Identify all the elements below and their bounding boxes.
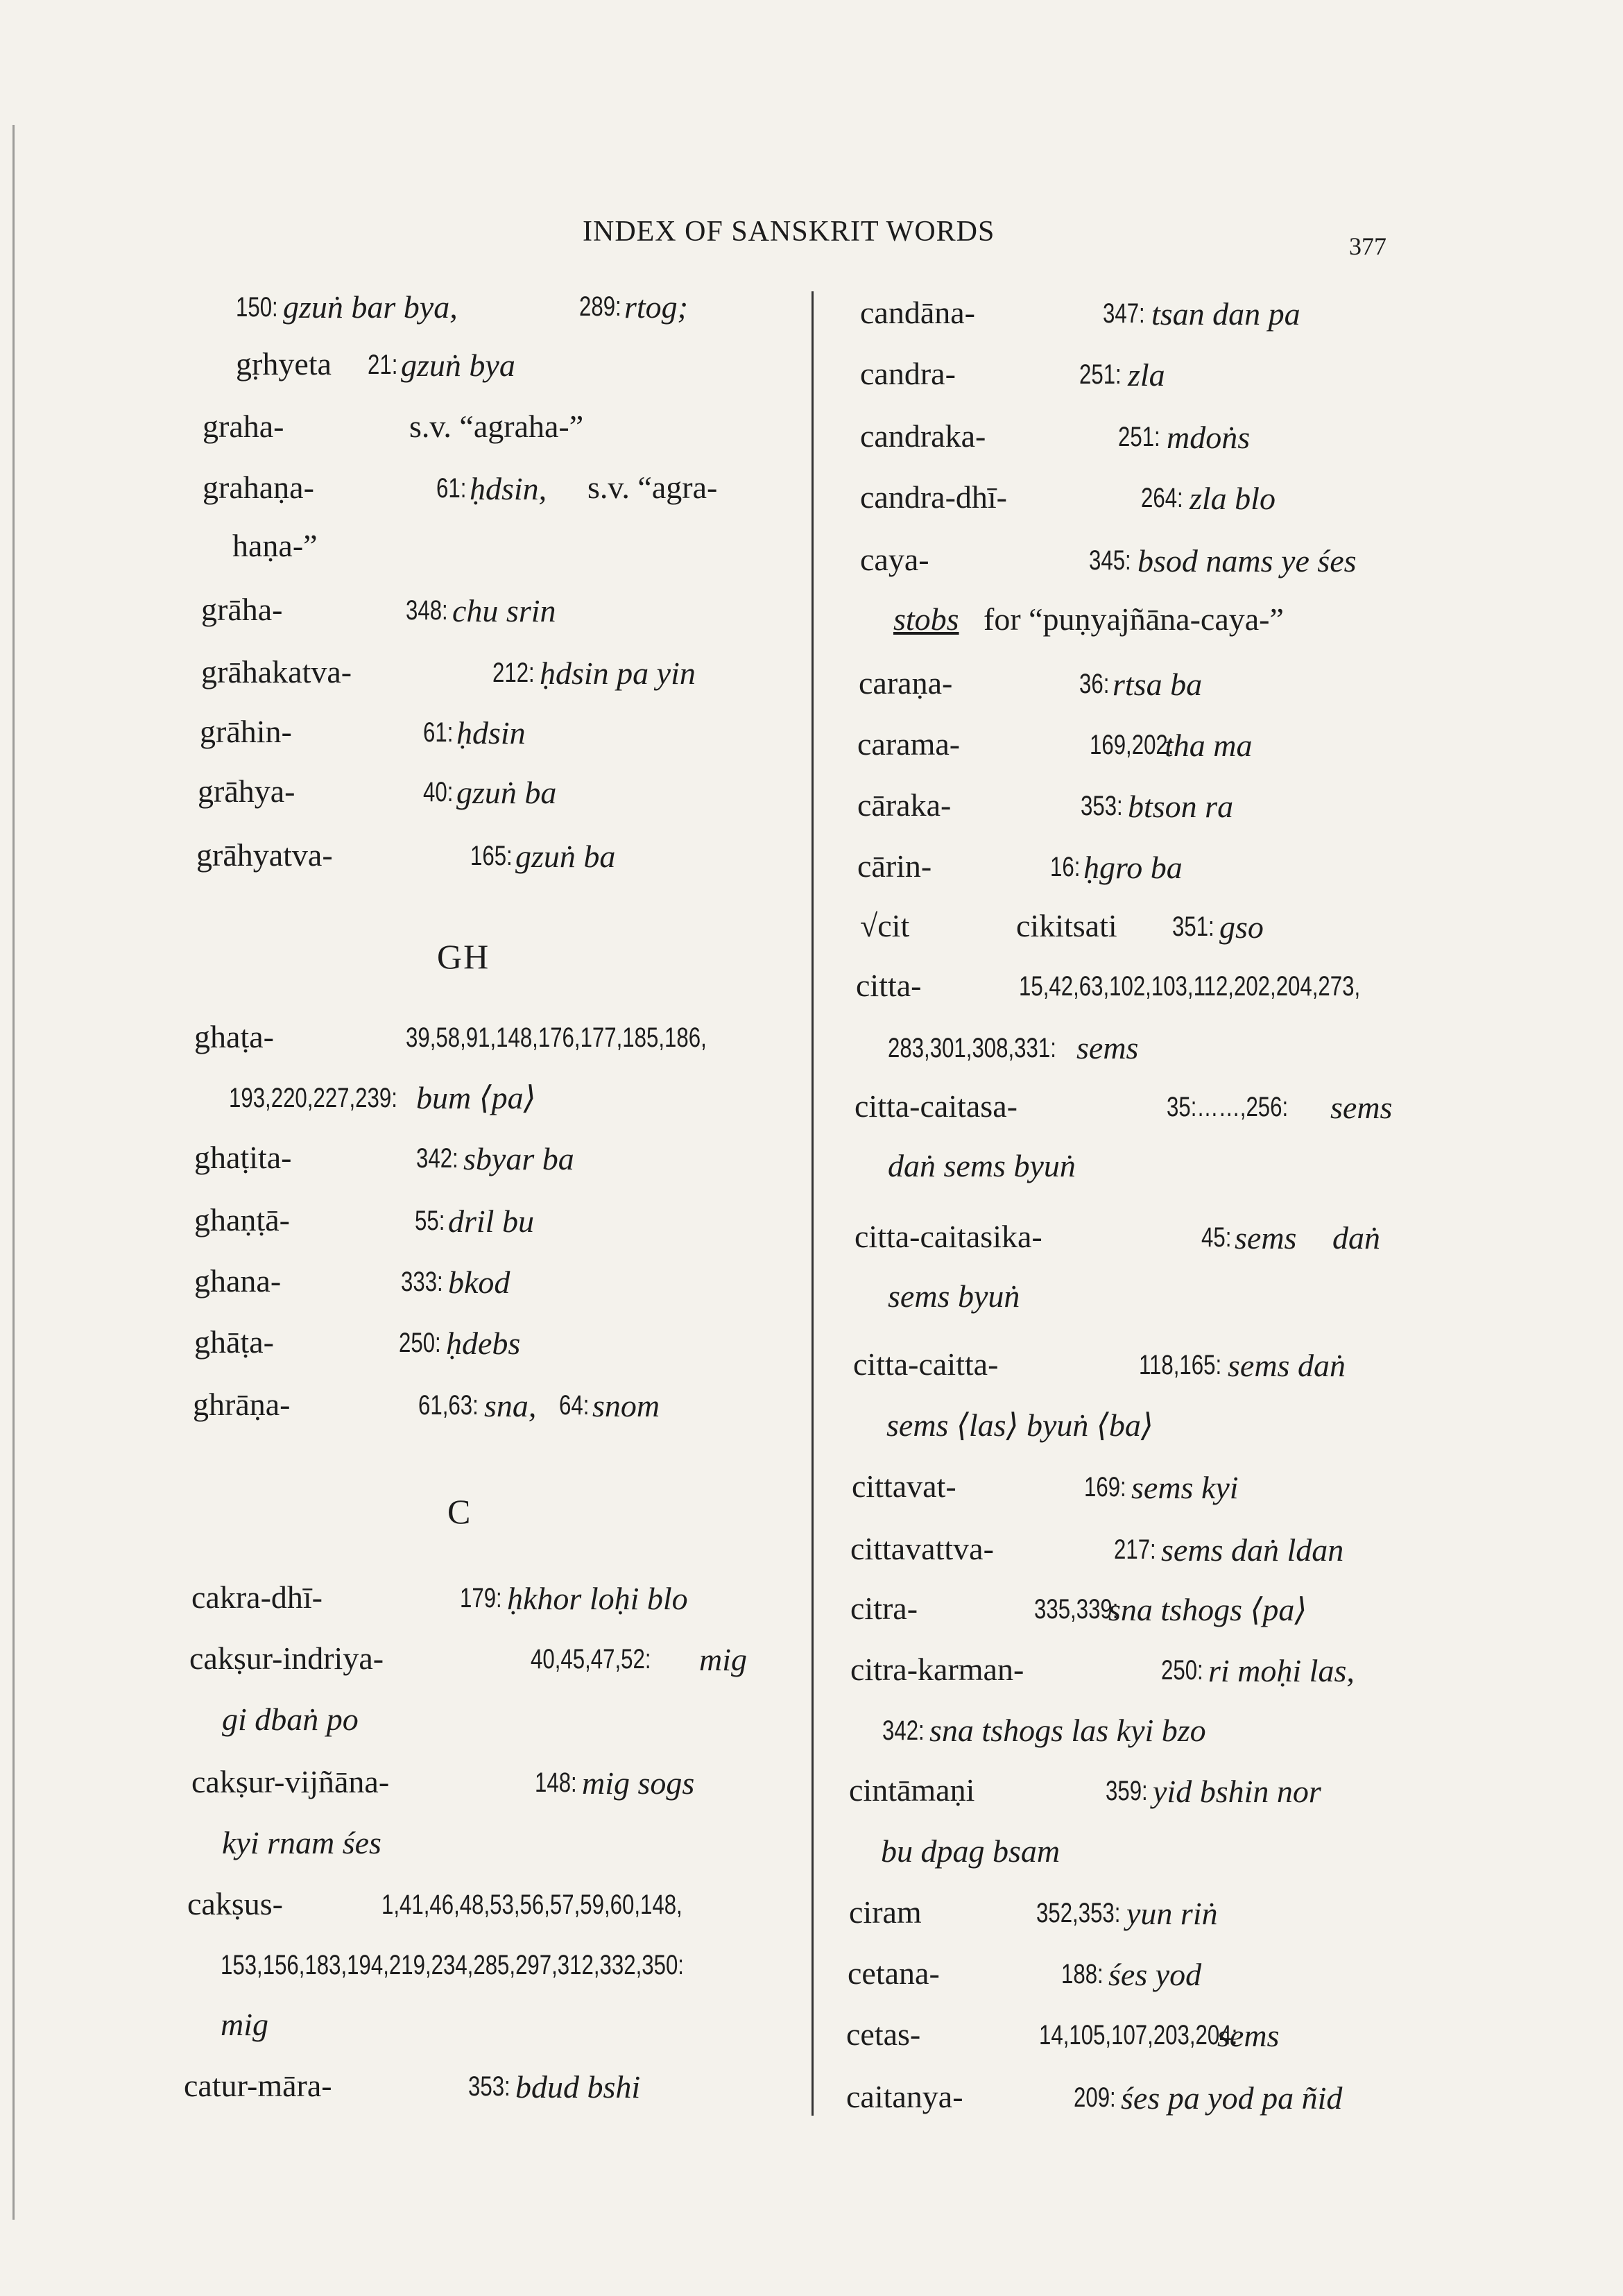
entry-tibetan: sbyar ba [463, 1141, 574, 1176]
entry-headword: grāhakatva- [201, 654, 352, 689]
entry-headword: grāhya- [198, 773, 295, 809]
entry-note: haṇa-” [232, 528, 318, 563]
entry-tibetan: bsod nams ye śes [1137, 543, 1357, 579]
entry-headword: carama- [857, 726, 961, 762]
entry-headword: caya- [860, 542, 929, 577]
entry-tibetan: sems ⟨las⟩ byuṅ ⟨ba⟩ [886, 1407, 1153, 1443]
entry-ref: 153,156,183,194,219,234,285,297,312,332,350: [221, 1950, 684, 1980]
right-entry-2 [860, 356, 1165, 393]
entry-ref: 118,165: [1139, 1350, 1222, 1380]
entry-tibetan: bum ⟨pa⟩ [416, 1080, 536, 1115]
entry-tibetan: gzuṅ bar bya, [283, 289, 458, 325]
entry-tibetan: sems kyi [1131, 1470, 1239, 1505]
right-entry-3 [860, 418, 1251, 455]
entry-tibetan: śes yod [1108, 1957, 1202, 1992]
right-entry-13 [888, 1030, 1139, 1065]
left-entry-10 [196, 837, 616, 874]
entry-tibetan: gzuṅ ba [456, 775, 557, 810]
right-entry-14 [855, 1088, 1393, 1125]
entry-tibetan: yun riṅ [1126, 1896, 1218, 1931]
page-number: 377 [1349, 232, 1386, 260]
entry-ref: 39,58,91,148,176,177,185,186, [406, 1022, 707, 1053]
entry-ref: 40: [423, 777, 454, 807]
entry-headword: cetana- [848, 1955, 940, 1991]
entry-ref: 251: [1079, 359, 1122, 390]
left-entry-16 [194, 1324, 521, 1361]
entry-headword: ghaṭita- [194, 1140, 292, 1175]
right-entry-18 [853, 1346, 1346, 1383]
entry-headword: citra- [850, 1591, 918, 1626]
entry-tibetan: ḥdsin [456, 715, 526, 751]
entry-headword: cakṣur-indriya- [189, 1640, 384, 1676]
entry-headword: graha- [203, 409, 284, 444]
entry-tibetan: btson ra [1128, 789, 1234, 824]
right-entry-10 [857, 848, 1183, 885]
entry-note: s.v. “agraha-” [409, 409, 584, 444]
entry-tibetan: sems daṅ ldan [1161, 1532, 1344, 1568]
entry-ref: 1,41,46,48,53,56,57,59,60,148, [381, 1890, 682, 1920]
entry-ref: 209: [1074, 2082, 1116, 2113]
entry-headword: √cit [860, 908, 910, 943]
scan-edge-line [12, 125, 15, 2220]
entry-tibetan: tsan dan pa [1151, 296, 1300, 332]
entry-tibetan: rtog; [624, 289, 688, 325]
entry-tibetan: gso [1219, 909, 1264, 945]
entry-headword: cittavat- [852, 1468, 956, 1504]
right-entry-30 [846, 2079, 1343, 2116]
entry-ref: 289: [579, 291, 621, 322]
entry-tibetan: bdud bshi [515, 2069, 641, 2105]
entry-tibetan: sna tshogs las kyi bzo [929, 1713, 1206, 1748]
left-entry-24 [221, 1948, 814, 1980]
entry-headword: citta- [856, 968, 922, 1003]
right-entry-12 [856, 968, 1361, 1003]
entry-tibetan: sna, [484, 1388, 537, 1423]
right-entry-27 [849, 1894, 1218, 1931]
entry-ref: 179: [460, 1583, 502, 1613]
entry-tibetan: ri moḥi las, [1208, 1653, 1355, 1688]
entry-tibetan: sna tshogs ⟨pa⟩ [1108, 1592, 1307, 1627]
entry-headword: catur-māra- [184, 2068, 332, 2103]
entry-ref: 352,353: [1036, 1898, 1121, 1928]
left-entry-17 [193, 1387, 660, 1423]
entry-headword: candra-dhī- [860, 479, 1007, 515]
entry-headword: cakṣur-vijñāna- [191, 1764, 390, 1799]
entry-ref: 335,339: [1034, 1594, 1119, 1625]
entry-tibetan: zla blo [1190, 481, 1276, 516]
entry-ref: 342: [882, 1715, 925, 1746]
right-entry-11 [860, 908, 1264, 945]
entry-ref: 14,105,107,203,204: [1039, 2020, 1238, 2050]
entry-ref: 35:……,256: [1167, 1092, 1289, 1122]
entry-tibetan: sems daṅ [1235, 1220, 1380, 1256]
left-entry-3 [203, 409, 584, 444]
left-entry-2 [236, 346, 515, 383]
entry-ref: 359: [1106, 1776, 1148, 1806]
entry-ref: 217: [1114, 1534, 1156, 1565]
right-entry-9 [857, 787, 1234, 824]
left-entry-1 [236, 289, 688, 325]
entry-headword: candra- [860, 356, 956, 391]
right-entry-20 [852, 1468, 1239, 1505]
entry-ref: 345: [1089, 545, 1131, 576]
entry-note: cikitsati [1016, 908, 1117, 943]
entry-headword: ghaṭa- [194, 1019, 274, 1054]
entry-tibetan: rtsa ba [1113, 667, 1203, 702]
right-entry-24 [882, 1713, 1206, 1748]
entry-ref: 353: [468, 2071, 510, 2102]
right-entry-5 [860, 542, 1357, 579]
entry-tibetan: ḥkhor loḥi blo [507, 1581, 688, 1616]
entry-headword: cakṣus- [187, 1886, 283, 1921]
right-entry-1 [860, 295, 1300, 332]
entry-tibetan: sems byuṅ [888, 1278, 1020, 1314]
entry-tibetan: gzuṅ ba [515, 839, 616, 874]
entry-note: for “puṇyajñāna-caya-” [984, 601, 1284, 637]
entry-headword: cāraka- [857, 787, 952, 823]
left-entry-21 [191, 1764, 695, 1801]
entry-tibetan: ḥdebs [446, 1326, 521, 1361]
left-entry-11 [194, 1019, 707, 1054]
entry-ref: 212: [492, 658, 535, 688]
entry-tibetan: zla [1128, 357, 1165, 393]
entry-headword: cintāmaṇi [849, 1772, 975, 1808]
left-entry-12 [229, 1080, 536, 1115]
entry-headword: cetas- [846, 2016, 921, 2052]
entry-headword: citta-caitasika- [855, 1219, 1042, 1254]
entry-headword: cittavattva- [850, 1531, 994, 1566]
page-header: INDEX OF SANSKRIT WORDS [583, 216, 995, 248]
entry-tibetan: sems [1330, 1090, 1393, 1125]
left-entry-19 [189, 1640, 747, 1677]
entry-tibetan: bkod [448, 1265, 510, 1300]
entry-ref: 169,202: [1090, 730, 1174, 760]
entry-headword: grāha- [201, 592, 283, 627]
entry-tibetan: mig [699, 1642, 747, 1677]
left-entry-5 [232, 530, 318, 562]
entry-headword: ghāṭa- [194, 1324, 274, 1360]
entry-ref: 251: [1118, 422, 1160, 452]
entry-tibetan: daṅ sems byuṅ [888, 1148, 1076, 1183]
entry-ref: 169: [1084, 1472, 1126, 1502]
entry-note: s.v. “agra- [587, 470, 718, 505]
entry-headword: ghana- [194, 1263, 282, 1299]
right-entry-29 [846, 2016, 1280, 2053]
entry-tibetan: yid bshin nor [1153, 1774, 1321, 1809]
entry-headword: candraka- [860, 418, 986, 454]
entry-ref: 351: [1172, 911, 1214, 942]
entry-headword: grāhin- [200, 714, 292, 749]
entry-ref: 61,63: [418, 1390, 479, 1421]
entry-tibetan: mig sogs [582, 1765, 695, 1801]
entry-ref: 333: [401, 1267, 443, 1297]
left-entry-23 [187, 1886, 682, 1921]
entry-ref: 64: [559, 1390, 590, 1421]
right-entry-17 [888, 1280, 1020, 1312]
right-entry-21 [850, 1531, 1344, 1568]
entry-ref: 283,301,308,331: [888, 1033, 1056, 1063]
entry-tibetan: sems daṅ [1228, 1348, 1346, 1383]
left-entry-26 [184, 2068, 641, 2105]
right-entry-15 [888, 1150, 1076, 1182]
entry-ref: 15,42,63,102,103,112,202,204,273, [1019, 971, 1361, 1002]
entry-headword: gṛhyeta [236, 346, 332, 382]
entry-ref: 264: [1141, 483, 1183, 513]
left-entry-20 [222, 1704, 359, 1736]
entry-tibetan: ḥdsin pa yin [540, 656, 696, 691]
right-entry-16 [855, 1219, 1380, 1256]
entry-tibetan: sems [1217, 2018, 1280, 2053]
section-heading-gh: GH [437, 937, 490, 976]
right-entry-8 [857, 726, 1253, 763]
entry-ref: 45: [1201, 1222, 1232, 1253]
entry-ref: 165: [470, 841, 513, 871]
entry-headword: grāhyatva- [196, 837, 333, 873]
entry-ref: 193,220,227,239: [229, 1083, 397, 1113]
entry-headword: citta-caitta- [853, 1346, 999, 1382]
entry-ref: 40,45,47,52: [531, 1644, 651, 1674]
entry-headword: grahaṇa- [203, 470, 314, 505]
entry-headword: caraṇa- [859, 665, 953, 701]
right-entry-28 [848, 1955, 1202, 1992]
left-entry-13 [194, 1140, 574, 1176]
entry-headword: caitanya- [846, 2079, 963, 2114]
entry-headword: citta-caitasa- [855, 1088, 1017, 1124]
entry-tibetan: chu srin [452, 593, 556, 628]
entry-ref: 36: [1079, 669, 1110, 699]
entry-tibetan: gzuṅ bya [401, 348, 515, 383]
left-entry-4 [203, 470, 718, 506]
entry-ref: 347: [1103, 298, 1145, 329]
entry-tibetan: ḥgro ba [1083, 850, 1183, 885]
entry-ref: 148: [535, 1767, 577, 1798]
right-entry-19 [886, 1407, 1153, 1443]
entry-headword: citra-karman- [850, 1652, 1024, 1687]
entry-headword: cārin- [857, 848, 932, 884]
entry-ref: 150: [236, 292, 278, 323]
entry-tibetan: snom [592, 1388, 660, 1423]
entry-ref: 348: [406, 595, 448, 626]
left-entry-7 [201, 654, 696, 691]
entry-tibetan: bu dpag bsam [881, 1833, 1060, 1869]
right-entry-23 [850, 1652, 1355, 1688]
entry-tibetan: mdoṅs [1167, 420, 1251, 455]
entry-ref: 55: [415, 1206, 445, 1236]
entry-ref: 61: [436, 473, 467, 504]
entry-tibetan: sems [1076, 1030, 1139, 1065]
entry-ref: 188: [1061, 1959, 1104, 1989]
left-entry-6 [201, 592, 556, 628]
right-entry-26 [881, 1835, 1060, 1867]
entry-headword: cakra-dhī- [191, 1579, 323, 1615]
left-entry-25 [221, 2009, 268, 2041]
column-divider [812, 291, 814, 2116]
entry-tibetan: dril bu [448, 1203, 534, 1239]
entry-headword: ghrāṇa- [193, 1387, 291, 1422]
left-entry-8 [200, 714, 526, 751]
right-entry-25 [849, 1772, 1321, 1809]
entry-ref: 250: [399, 1328, 441, 1358]
entry-headword: ghaṇṭā- [194, 1202, 290, 1237]
left-entry-14 [194, 1202, 534, 1239]
entry-headword: ciram [849, 1894, 922, 1930]
left-entry-22 [222, 1827, 381, 1859]
entry-ref: 16: [1050, 852, 1081, 882]
entry-ref: 61: [423, 717, 454, 748]
entry-tibetan: tha ma [1165, 728, 1253, 763]
entry-ref: 353: [1081, 791, 1123, 821]
entry-tibetan: ḥdsin, [470, 471, 547, 506]
right-entry-6 [893, 601, 1284, 637]
entry-ref: 250: [1161, 1655, 1203, 1686]
section-heading-c: C [447, 1492, 472, 1531]
right-entry-4 [860, 479, 1276, 516]
left-entry-9 [198, 773, 557, 810]
entry-tibetan: stobs [893, 601, 959, 637]
entry-tibetan: mig [221, 2007, 268, 2042]
right-entry-22 [850, 1591, 1307, 1627]
entry-ref: 342: [416, 1143, 458, 1174]
entry-tibetan: gi dbaṅ po [222, 1702, 359, 1737]
entry-tibetan: śes pa yod pa ñid [1121, 2080, 1343, 2116]
entry-tibetan: kyi rnam śes [222, 1825, 381, 1860]
left-entry-18 [191, 1579, 688, 1616]
left-entry-15 [194, 1263, 510, 1300]
entry-headword: candāna- [860, 295, 975, 330]
right-entry-7 [859, 665, 1203, 702]
entry-ref: 21: [368, 350, 398, 380]
